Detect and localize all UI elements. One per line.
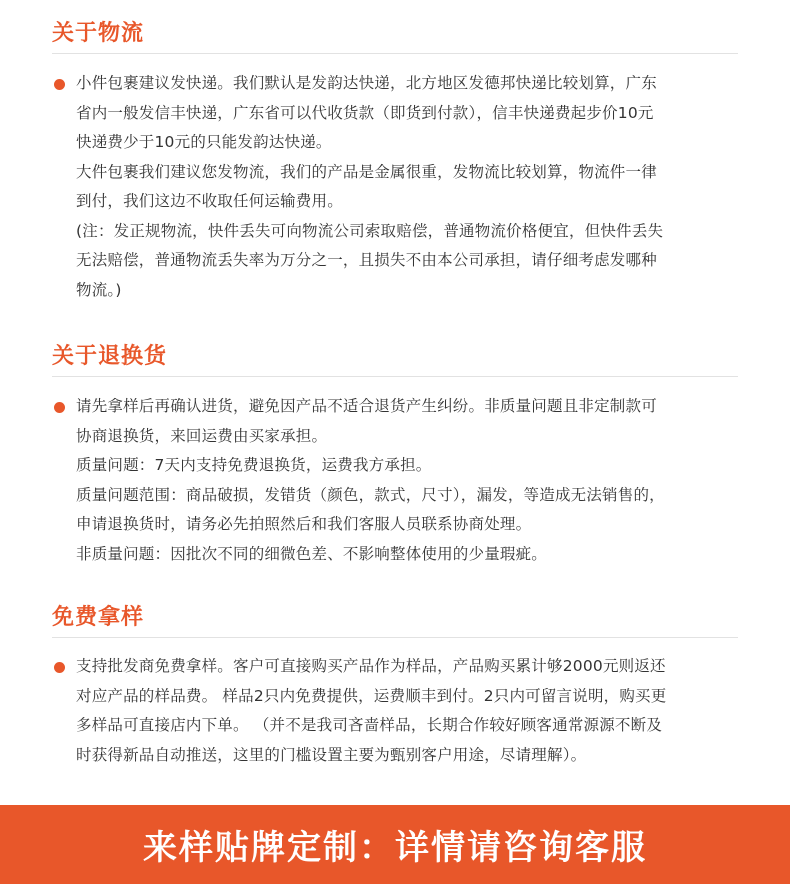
section-divider	[52, 376, 738, 377]
section-body-logistics	[76, 69, 758, 305]
footer-banner-text: 来样贴牌定制：详情请咨询客服	[143, 828, 647, 868]
section-divider	[52, 637, 738, 638]
paragraph: 大件包裹我们建议您发物流，我们的产品是金属很重，发物流比较划算，物流件一律 到付，我们这边不收取任何运输费用。	[76, 162, 657, 210]
section-divider	[52, 53, 738, 54]
paragraph: 质量问题范围：商品破损，发错货（颜色，款式，尺寸），漏发，等造成无法销售的， 申请退换货时，请务必先拍照然后和我们客服人员联系协商处理。	[76, 485, 665, 533]
paragraph: 质量问题：7天内支持免费退换货，运费我方承担。	[76, 456, 432, 474]
paragraph: 小件包裹建议发快递。我们默认是发韵达快递，北方地区发德邦快递比较划算，广东 省内一般发信丰快递，广东省可以代收货款（即货到付款），信丰快递费起步价10元 快递费少于10元的只能发韵达快递。	[76, 74, 657, 151]
section-body-free-samples	[76, 652, 758, 770]
paragraph: 请先拿样后再确认进货，避免因产品不适合退货产生纠纷。非质量问题且非定制款可 协商退换货，来回运费由买家承担。	[76, 397, 657, 445]
bullet-dot-icon	[54, 402, 65, 413]
paragraph: (注：发正规物流，快件丢失可向物流公司索取赔偿，普通物流价格便宜，但快件丢失 无法赔偿，普通物流丢失率为万分之一，且损失不由本公司承担，请仔细考虑发哪种 物流。)	[76, 221, 664, 299]
section-title-logistics: 关于物流	[52, 21, 145, 46]
paragraph: 非质量问题：因批次不同的细微色差、不影响整体使用的少量瑕疵。	[76, 544, 548, 563]
paragraph: 支持批发商免费拿样。客户可直接购买产品作为样品，产品购买累计够2000元则返还 对应产品的样品费。 样品2只内免费提供，运费顺丰到付。2只内可留言说明，购买更 多样品可直接店内下单。 （并不是我司吝啬样品，长期合作较好顾客通常源源不断及 时获得新品自动推送，这里的门槛设置主要为甄别客户用途，尽请理解）。	[76, 657, 667, 764]
footer-banner	[0, 805, 790, 884]
bullet-dot-icon	[54, 662, 65, 673]
section-body-returns	[76, 392, 758, 569]
section-title-free-samples: 免费拿样	[52, 605, 145, 630]
bullet-dot-icon	[54, 79, 65, 90]
section-title-returns: 关于退换货	[52, 344, 168, 369]
